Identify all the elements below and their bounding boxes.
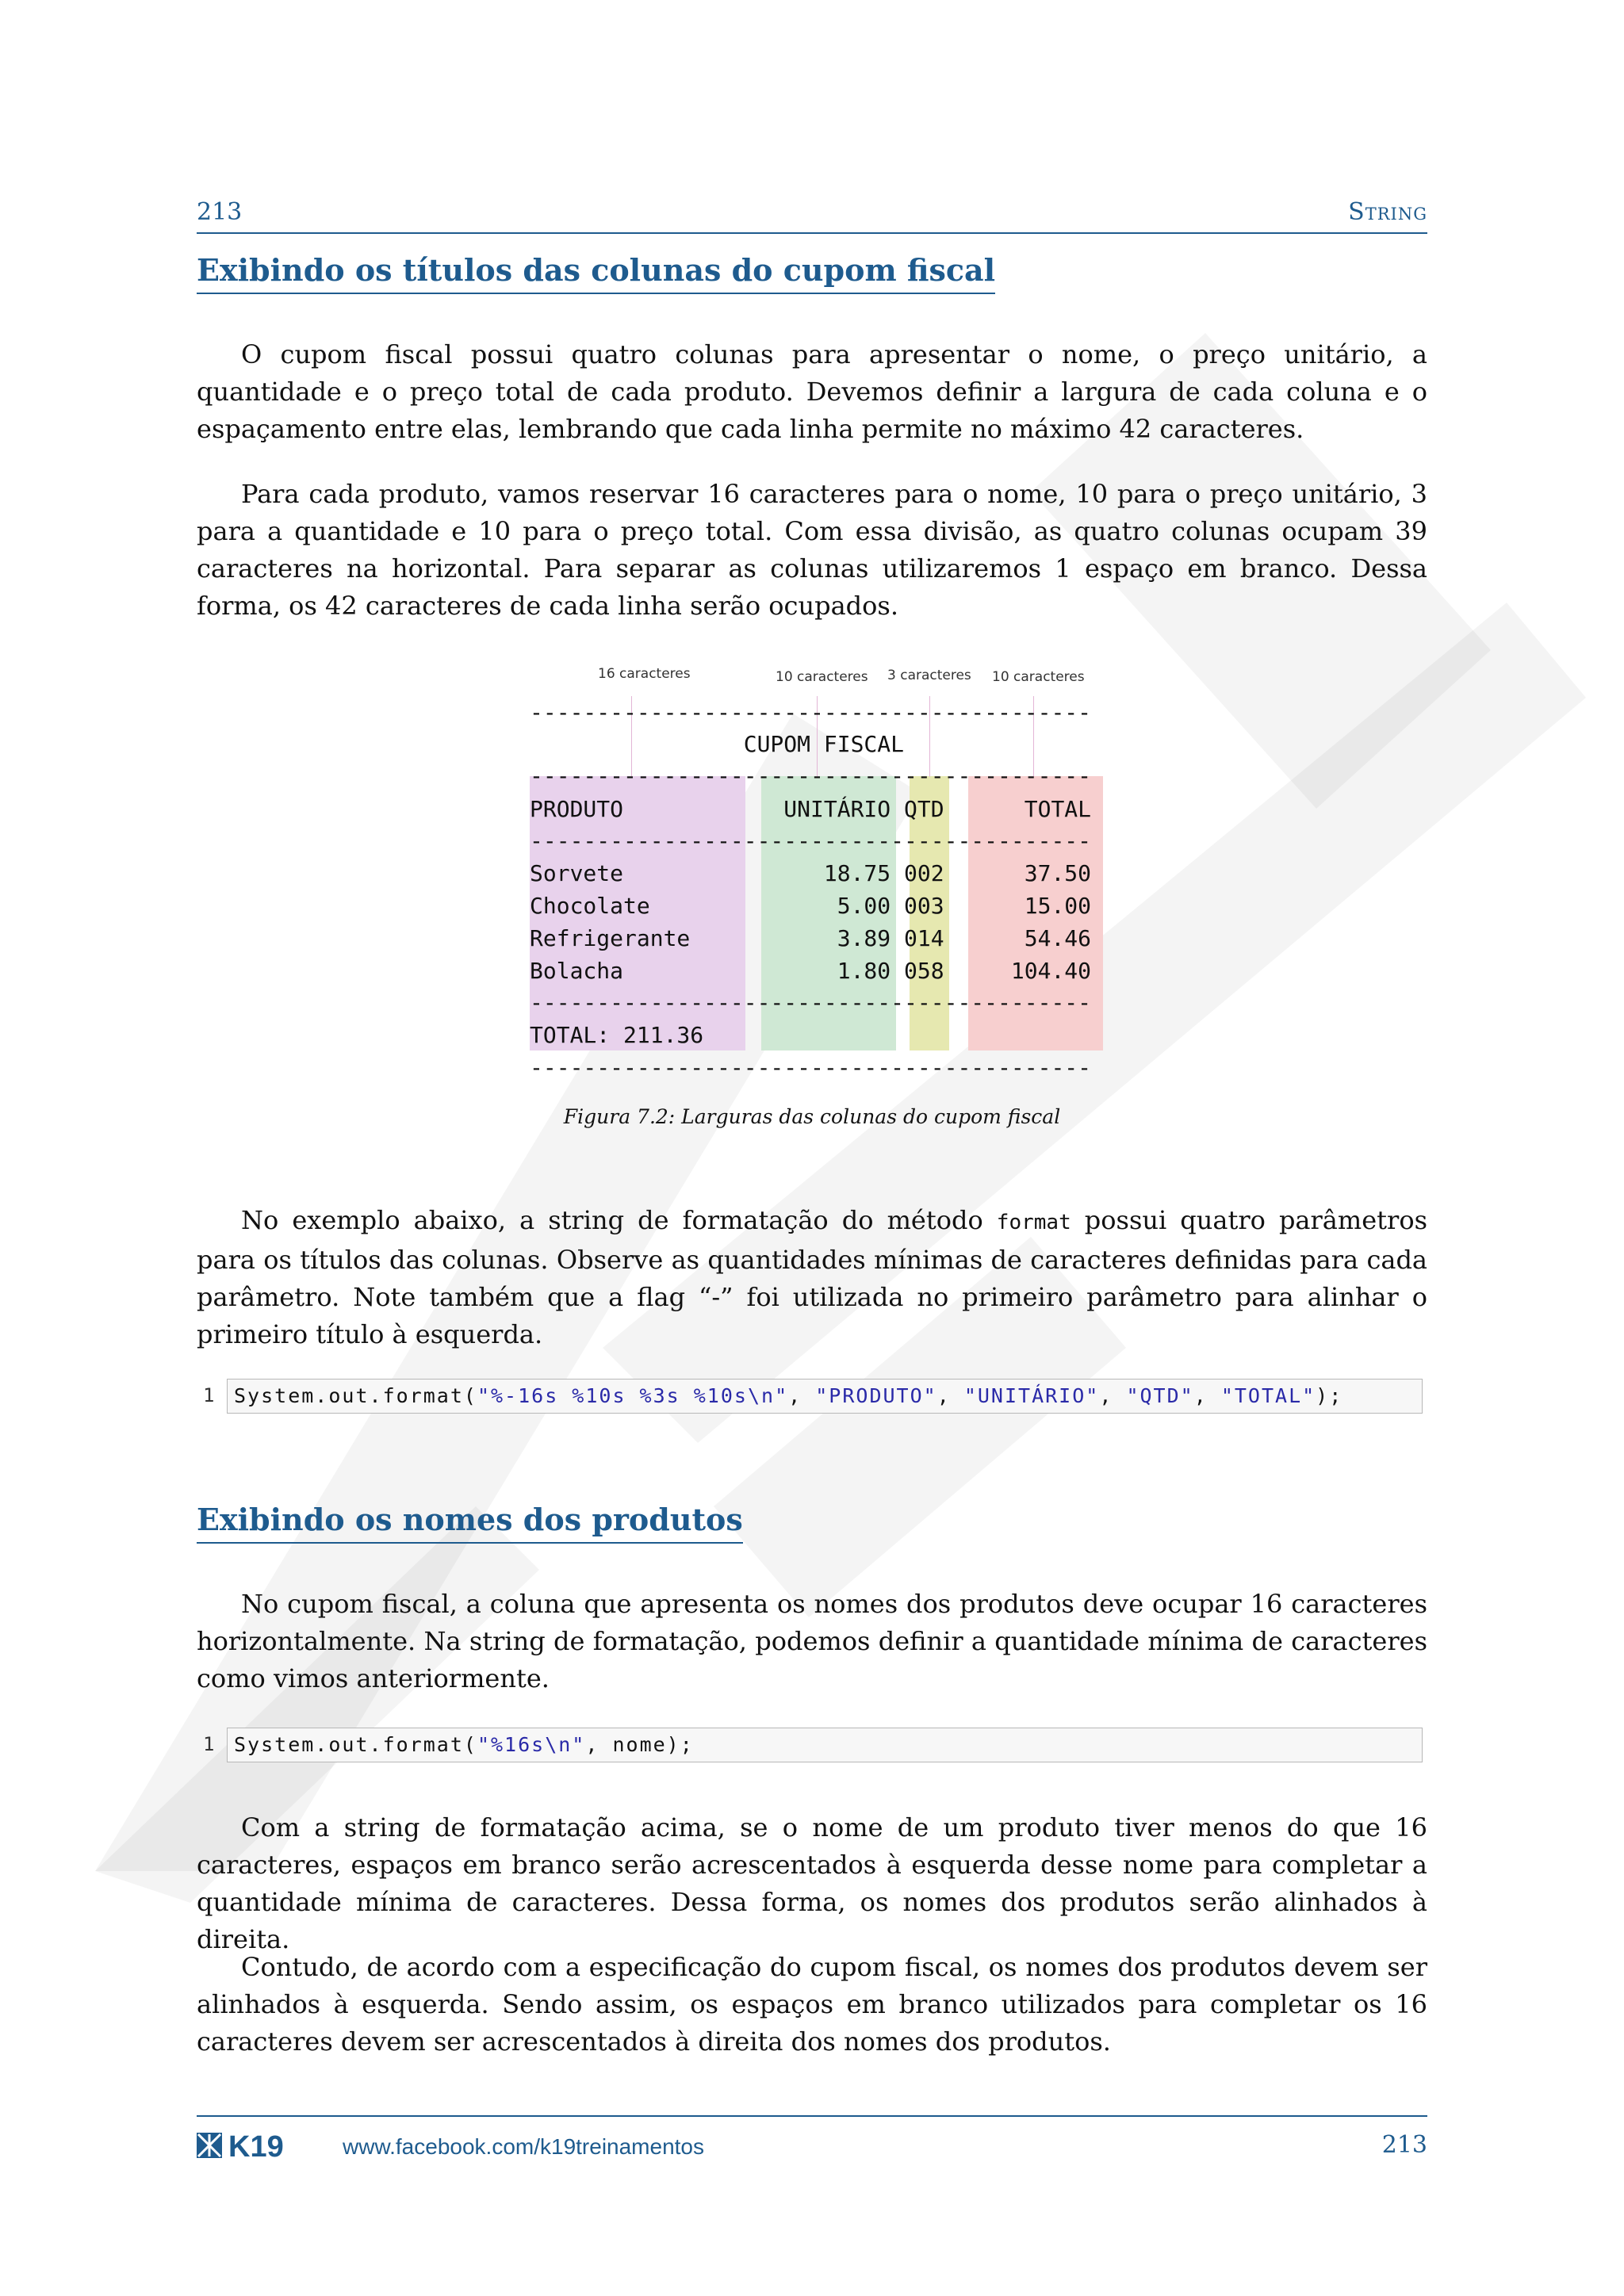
paragraph: Para cada produto, vamos reservar 16 caracteres para o nome, 10 para o preço unitário, 3 para a quantidade e 10 para o preço total. Com essa divisão, as quatro colunas ocupam 39 caracteres na horizontal. Para separar as colunas utilizaremos 1 espaço em branco. Dessa forma, os 42 caracteres de cada linha serão ocupados. [197,479,1427,621]
receipt-line: Sorvete 18.75 002 37.50 [530,860,1092,886]
receipt-line: CUPOM FISCAL [530,731,905,757]
code-line-number: 1 [203,1384,215,1406]
paragraph: Contudo, de acordo com a especificação do cupom fiscal, os nomes dos produtos devem ser alinhados à esquerda. Sendo assim, os espaços em branco utilizados para completar os 16 caracteres devem ser acrescentados à direita dos nomes dos produtos. [197,1952,1427,2057]
paragraph: No cupom fiscal, a coluna que apresenta os nomes dos produtos deve ocupar 16 caracteres horizontalmente. Na string de formatação, podemos definir a quantidade mínima de caracteres como vimos anteriormente. [197,1589,1427,1693]
section-title: Exibindo os nomes dos produtos [197,1502,743,1544]
paragraph: O cupom fiscal possui quatro colunas para apresentar o nome, o preço unitário, a quantidade e o preço total de cada produto. Devemos definir a largura de cada coluna e o espaçamento entre elas, lembrando que cada linha permite no máximo 42 caracteres. [197,339,1427,444]
receipt-line: ------------------------------------------ [530,763,1092,789]
footer-link[interactable]: www.facebook.com/k19treinamentos [343,2134,704,2159]
code-block [227,1728,1423,1762]
receipt-line: ------------------------------------------ [530,989,1092,1016]
receipt-line: ------------------------------------------ [530,828,1092,854]
receipt-column-figure [523,658,1126,1102]
inline-code: format [996,1211,1071,1234]
paragraph: Com a string de formatação acima, se o nome de um produto tiver menos do que 16 caracteres, espaços em branco serão acrescentados à esquerda desse nome para completar a quantidade mínima de caracteres. Dessa forma, os nomes dos produtos serão alinhados à direita. [197,1812,1427,1954]
receipt-line: PRODUTO UNITÁRIO QTD TOTAL [530,796,1092,822]
header-page-number: 213 [197,198,243,226]
code-line-number: 1 [203,1733,215,1755]
section-title: Exibindo os títulos das colunas do cupom fiscal [197,252,995,294]
receipt-line: Refrigerante 3.89 014 54.46 [530,925,1092,951]
label-produto-width: 16 caracteres [598,666,691,682]
label-total-width: 10 caracteres [992,669,1085,685]
receipt-line: ------------------------------------------ [530,699,1092,725]
code-line: System.out.format("%-16s %10s %3s %10s\n", "PRODUTO", "UNITÁRIO", "QTD", "TOTAL"); [234,1384,1343,1407]
receipt-line: Chocolate 5.00 003 15.00 [530,893,1092,919]
label-qtd-width: 3 caracteres [887,668,971,683]
code-line: System.out.format("%16s\n", nome); [234,1733,694,1756]
paragraph: No exemplo abaixo, a string de formatação do método format possui quatro parâmetros para os títulos das colunas. Observe as quantidades mínimas de caracteres definidas para cada parâmetro. Note também que a flag “-” foi utilizada no primeiro parâmetro para alinhar o primeiro título à esquerda. [197,1205,1428,1349]
k19-logo [197,2130,324,2163]
header-chapter: String [1348,198,1427,226]
figure-caption: Figura 7.2: Larguras das colunas do cupom fiscal [563,1105,1061,1128]
footer-rule [197,2115,1427,2117]
receipt-line: ------------------------------------------ [530,1054,1092,1081]
footer-page-number: 213 [1381,2131,1427,2159]
logo-text: K19 [228,2130,284,2163]
receipt-line: Bolacha 1.80 058 104.40 [530,958,1092,984]
receipt-line: TOTAL: 211.36 [530,1022,704,1048]
header-rule [197,232,1427,234]
code-block [227,1379,1423,1414]
label-unitario-width: 10 caracteres [776,669,868,685]
